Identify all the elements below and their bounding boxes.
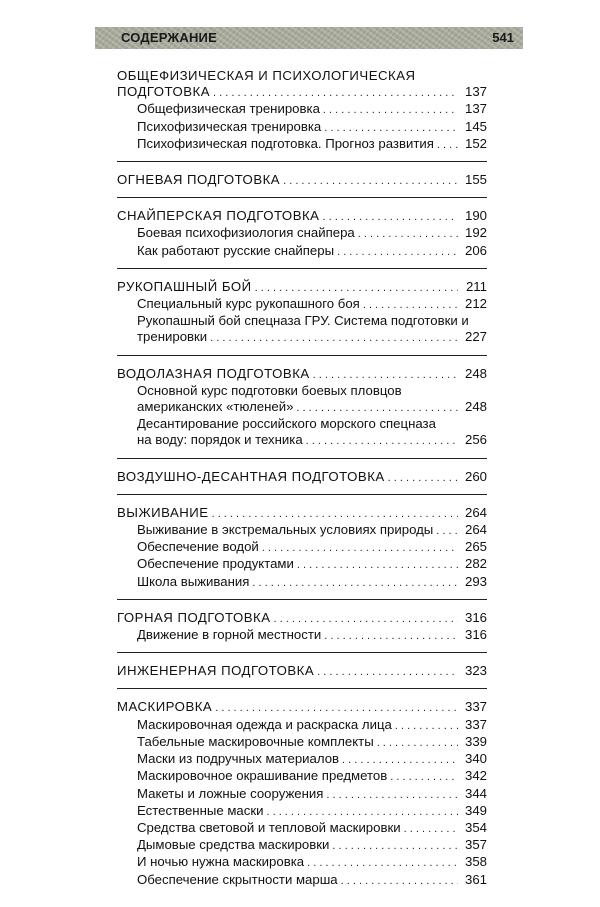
dot-leader (337, 244, 458, 260)
toc-item-title-first-line: Десантирование российского морского спецназа (137, 416, 436, 432)
toc-item (117, 574, 487, 591)
dot-leader (342, 752, 458, 768)
toc-page-number: 349 (464, 802, 487, 818)
header-title: СОДЕРЖАНИЕ (121, 30, 217, 45)
toc-page-number: 206 (464, 242, 487, 258)
toc-item-title: Боевая психофизиология снайпера (137, 225, 355, 241)
toc-item-title: Маски из подручных материалов (137, 751, 340, 767)
toc-item-title: Психофизическая тренировка (137, 118, 322, 134)
toc-item (117, 854, 487, 871)
toc-item-title: И ночью нужна маскировка (137, 854, 305, 870)
toc-item-title: Общефизическая тренировка (137, 101, 320, 117)
toc-page-number: 342 (464, 768, 487, 784)
toc-page-number: 137 (464, 101, 487, 117)
toc-item-title: американских «тюленей» (137, 399, 294, 415)
toc-section-title-text: ВЫЖИВАНИЕ (117, 504, 209, 520)
toc-section-title (117, 172, 487, 189)
toc-page-number: 227 (464, 329, 487, 345)
toc-item (117, 820, 487, 837)
toc-item-title: Дымовые средства маскировки (137, 837, 330, 853)
dot-leader (388, 470, 458, 486)
toc-section-title-text: ИНЖЕНЕРНАЯ ПОДГОТОВКА (117, 663, 315, 679)
toc-section-title-text: ВОЗДУШНО-ДЕСАНТНАЯ ПОДГОТОВКА (117, 468, 385, 484)
toc-item-title: Средства световой и тепловой маскировки (137, 819, 401, 835)
toc-page-number: 248 (464, 399, 487, 415)
toc-page-number: 155 (464, 172, 487, 188)
toc-section (117, 208, 487, 269)
toc-item (117, 399, 487, 416)
toc-item-title: Выживание в экстремальных условиях природы (137, 522, 434, 538)
dot-leader (212, 506, 458, 522)
toc-item (117, 225, 487, 242)
toc-item (117, 243, 487, 260)
toc-section-title (117, 663, 487, 680)
toc-item-title-first-line: Рукопашный бой спецназа ГРУ. Система подготовки и (137, 313, 469, 329)
toc-page-number: 248 (464, 365, 487, 381)
toc-section-title-text: ОГНЕВАЯ ПОДГОТОВКА (117, 172, 281, 188)
toc-page-number: 211 (465, 278, 487, 294)
toc-page-number: 264 (464, 504, 487, 520)
page-header (95, 27, 523, 49)
dot-leader (332, 838, 458, 854)
toc-item-title: Школа выживания (137, 573, 250, 589)
dot-leader (307, 855, 458, 871)
toc-item-title: Движение в горной местности (137, 627, 322, 643)
dot-leader (215, 700, 458, 716)
toc-item-title: на воду: порядок и техника (137, 432, 303, 448)
toc-item-title: Естественные маски (137, 802, 264, 818)
table-of-contents (117, 68, 487, 907)
toc-item-title: Маскировочная одежда и раскраска лица (137, 716, 392, 732)
toc-section-title (117, 469, 487, 486)
toc-section (117, 469, 487, 495)
dot-leader (252, 575, 458, 591)
toc-section-title-text: ПОДГОТОВКА (117, 84, 211, 100)
toc-section-title (117, 208, 487, 225)
toc-item (117, 734, 487, 751)
toc-item (117, 803, 487, 820)
toc-section-title-text: МАСКИРОВКА (117, 699, 213, 715)
toc-section-title (117, 279, 487, 296)
dot-leader (274, 611, 459, 627)
toc-page-number: 212 (464, 296, 487, 312)
toc-page-number: 145 (464, 118, 487, 134)
toc-page-number: 264 (464, 522, 487, 538)
toc-page-number: 256 (464, 432, 487, 448)
toc-section-title (117, 366, 487, 383)
toc-page-number: 282 (464, 556, 487, 572)
toc-item-title: Маскировочное окрашивание предметов (137, 768, 388, 784)
toc-page-number: 340 (464, 751, 487, 767)
toc-section (117, 172, 487, 198)
dot-leader (296, 400, 458, 416)
dot-leader (390, 769, 458, 785)
toc-item (117, 768, 487, 785)
toc-item (117, 522, 487, 539)
toc-page-number: 152 (464, 135, 487, 151)
toc-page-number: 337 (464, 716, 487, 732)
toc-item-title: Специальный курс рукопашного боя (137, 296, 360, 312)
dot-leader (404, 821, 458, 837)
toc-page-number: 358 (464, 854, 487, 870)
toc-page-number: 316 (464, 627, 487, 643)
toc-page-number: 337 (464, 699, 487, 715)
dot-leader (317, 664, 458, 680)
toc-section-title-text: СНАЙПЕРСКАЯ ПОДГОТОВКА (117, 208, 320, 224)
toc-item (117, 872, 487, 889)
toc-section-title (117, 84, 487, 101)
dot-leader (213, 85, 458, 101)
header-page-number: 541 (492, 30, 514, 45)
dot-leader (436, 523, 458, 539)
dot-leader (322, 209, 458, 225)
toc-section-title-text: ВОДОЛАЗНАЯ ПОДГОТОВКА (117, 365, 310, 381)
toc-item-title: Макеты и ложные сооружения (137, 785, 324, 801)
toc-item (117, 296, 487, 313)
toc-section (117, 279, 487, 356)
dot-leader (306, 433, 458, 449)
toc-item (117, 432, 487, 449)
toc-section (117, 68, 487, 162)
toc-item (117, 136, 487, 153)
toc-item-title-first-line: Основной курс подготовки боевых пловцов (137, 382, 402, 398)
toc-section-title-first-line: ОБЩЕФИЗИЧЕСКАЯ И ПСИХОЛОГИЧЕСКАЯ (117, 68, 416, 83)
dot-leader (266, 804, 458, 820)
dot-leader (326, 787, 458, 803)
toc-item (117, 101, 487, 118)
toc-page-number: 293 (464, 573, 487, 589)
toc-page-number: 339 (464, 733, 487, 749)
dot-leader (297, 557, 458, 573)
toc-page-number: 137 (464, 84, 487, 100)
toc-page-number: 260 (464, 468, 487, 484)
toc-item (117, 627, 487, 644)
dot-leader (341, 873, 458, 889)
dot-leader (377, 735, 458, 751)
toc-item (117, 556, 487, 573)
toc-page-number: 344 (464, 785, 487, 801)
toc-page-number: 357 (464, 837, 487, 853)
toc-item-title: Обеспечение продуктами (137, 556, 294, 572)
toc-section-title (117, 699, 487, 716)
toc-page-number: 323 (464, 663, 487, 679)
toc-page-number: 190 (464, 208, 487, 224)
toc-section (117, 610, 487, 653)
toc-item-title: тренировки (137, 329, 208, 345)
toc-item (117, 837, 487, 854)
dot-leader (210, 330, 458, 346)
toc-item (117, 329, 487, 346)
dot-leader (262, 540, 458, 556)
toc-section (117, 699, 487, 896)
dot-leader (437, 137, 458, 153)
toc-item-title: Как работают русские снайперы (137, 242, 335, 258)
toc-page-number: 361 (464, 871, 487, 887)
dot-leader (323, 102, 458, 118)
toc-section (117, 663, 487, 689)
toc-item (117, 751, 487, 768)
toc-page-number: 354 (464, 819, 487, 835)
dot-leader (283, 173, 458, 189)
toc-page-number: 265 (464, 539, 487, 555)
toc-item (117, 539, 487, 556)
toc-item (117, 717, 487, 734)
dot-leader (313, 367, 458, 383)
dot-leader (395, 718, 458, 734)
toc-section-title-text: РУКОПАШНЫЙ БОЙ (117, 278, 252, 294)
toc-item (117, 119, 487, 136)
toc-section (117, 505, 487, 600)
dot-leader (363, 297, 458, 313)
toc-item-title: Обеспечение водой (137, 539, 259, 555)
toc-item-title: Табельные маскировочные комплекты (137, 733, 374, 749)
toc-item (117, 786, 487, 803)
dot-leader (324, 120, 458, 136)
dot-leader (324, 628, 458, 644)
toc-page-number: 316 (464, 609, 487, 625)
toc-page-number: 192 (464, 225, 487, 241)
toc-item-title: Обеспечение скрытности марша (137, 871, 338, 887)
toc-section-title (117, 505, 487, 522)
toc-section-title-text: ГОРНАЯ ПОДГОТОВКА (117, 609, 271, 625)
dot-leader (255, 280, 458, 296)
dot-leader (358, 226, 458, 242)
toc-item-title: Психофизическая подготовка. Прогноз развития (137, 135, 434, 151)
toc-section-title (117, 610, 487, 627)
toc-section (117, 366, 487, 459)
